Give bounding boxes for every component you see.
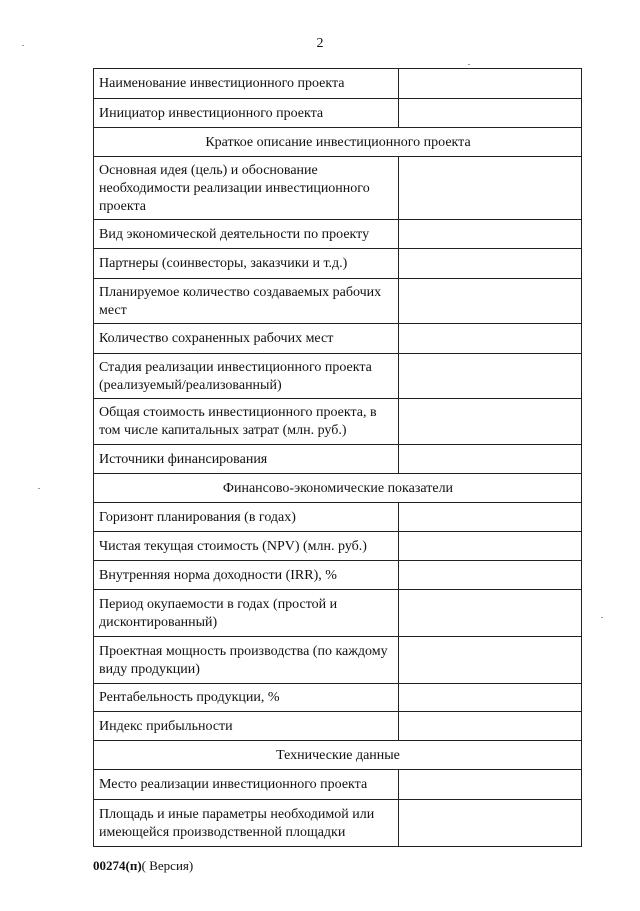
row-label: Внутренняя норма доходности (IRR), % xyxy=(94,561,399,590)
row-value-cell[interactable] xyxy=(399,590,582,637)
row-value-cell[interactable] xyxy=(399,503,582,532)
row-label: Чистая текущая стоимость (NPV) (млн. руб.) xyxy=(94,532,399,561)
table-row xyxy=(94,532,582,561)
row-label: Рентабельность продукции, % xyxy=(94,684,399,712)
row-value-cell[interactable] xyxy=(399,249,582,279)
table-row xyxy=(94,800,582,847)
section-header-row xyxy=(94,474,582,503)
scan-speck xyxy=(38,488,40,489)
row-value-cell[interactable] xyxy=(399,157,582,220)
row-value-cell[interactable] xyxy=(399,399,582,445)
table-row xyxy=(94,69,582,99)
table-row xyxy=(94,249,582,279)
section-title: Краткое описание инвестиционного проекта xyxy=(94,128,582,157)
row-label: Общая стоимость инвестиционного проекта, в том числе капитальных затрат (млн. руб.) xyxy=(94,399,399,445)
table-row xyxy=(94,684,582,712)
row-value-cell[interactable] xyxy=(399,445,582,474)
table-row xyxy=(94,157,582,220)
table-row xyxy=(94,99,582,128)
row-label: Планируемое количество создаваемых рабочих мест xyxy=(94,279,399,324)
row-label: Проектная мощность производства (по каждому виду продукции) xyxy=(94,637,399,684)
row-value-cell[interactable] xyxy=(399,279,582,324)
row-value-cell[interactable] xyxy=(399,99,582,128)
section-header-row xyxy=(94,128,582,157)
row-label: Инициатор инвестиционного проекта xyxy=(94,99,399,128)
row-value-cell[interactable] xyxy=(399,69,582,99)
section-header-row xyxy=(94,741,582,770)
row-value-cell[interactable] xyxy=(399,800,582,847)
row-value-cell[interactable] xyxy=(399,354,582,399)
table-row xyxy=(94,279,582,324)
row-value-cell[interactable] xyxy=(399,712,582,741)
table-row xyxy=(94,354,582,399)
row-label: Партнеры (соинвесторы, заказчики и т.д.) xyxy=(94,249,399,279)
scan-speck xyxy=(22,45,24,46)
row-value-cell[interactable] xyxy=(399,637,582,684)
investment-project-form-table xyxy=(93,68,582,847)
row-label: Вид экономической деятельности по проекту xyxy=(94,220,399,249)
row-label: Количество сохраненных рабочих мест xyxy=(94,324,399,354)
document-version: ( Версия) xyxy=(141,858,194,873)
row-label: Площадь и иные параметры необходимой или имеющейся производственной площадки xyxy=(94,800,399,847)
table-row xyxy=(94,220,582,249)
section-title: Технические данные xyxy=(94,741,582,770)
row-label: Наименование инвестиционного проекта xyxy=(94,69,399,99)
row-label: Источники финансирования xyxy=(94,445,399,474)
scan-speck xyxy=(601,617,603,618)
document-code-footer xyxy=(93,858,193,874)
table-row xyxy=(94,770,582,800)
table-row xyxy=(94,712,582,741)
row-value-cell[interactable] xyxy=(399,220,582,249)
page-number: 2 xyxy=(316,36,324,51)
table-row xyxy=(94,399,582,445)
table-row xyxy=(94,590,582,637)
section-title: Финансово-экономические показатели xyxy=(94,474,582,503)
row-value-cell[interactable] xyxy=(399,324,582,354)
document-code: 00274(п) xyxy=(93,858,142,873)
row-value-cell[interactable] xyxy=(399,770,582,800)
table-row xyxy=(94,561,582,590)
row-value-cell[interactable] xyxy=(399,561,582,590)
row-value-cell[interactable] xyxy=(399,684,582,712)
row-label: Стадия реализации инвестиционного проекта (реализуемый/реализованный) xyxy=(94,354,399,399)
row-label: Основная идея (цель) и обоснование необходимости реализации инвестиционного проекта xyxy=(94,157,399,220)
row-label: Место реализации инвестиционного проекта xyxy=(94,770,399,800)
row-label: Индекс прибыльности xyxy=(94,712,399,741)
table-row xyxy=(94,637,582,684)
scan-speck xyxy=(468,64,470,65)
table-row xyxy=(94,324,582,354)
row-value-cell[interactable] xyxy=(399,532,582,561)
table-row xyxy=(94,445,582,474)
row-label: Горизонт планирования (в годах) xyxy=(94,503,399,532)
row-label: Период окупаемости в годах (простой и дисконтированный) xyxy=(94,590,399,637)
table-row xyxy=(94,503,582,532)
